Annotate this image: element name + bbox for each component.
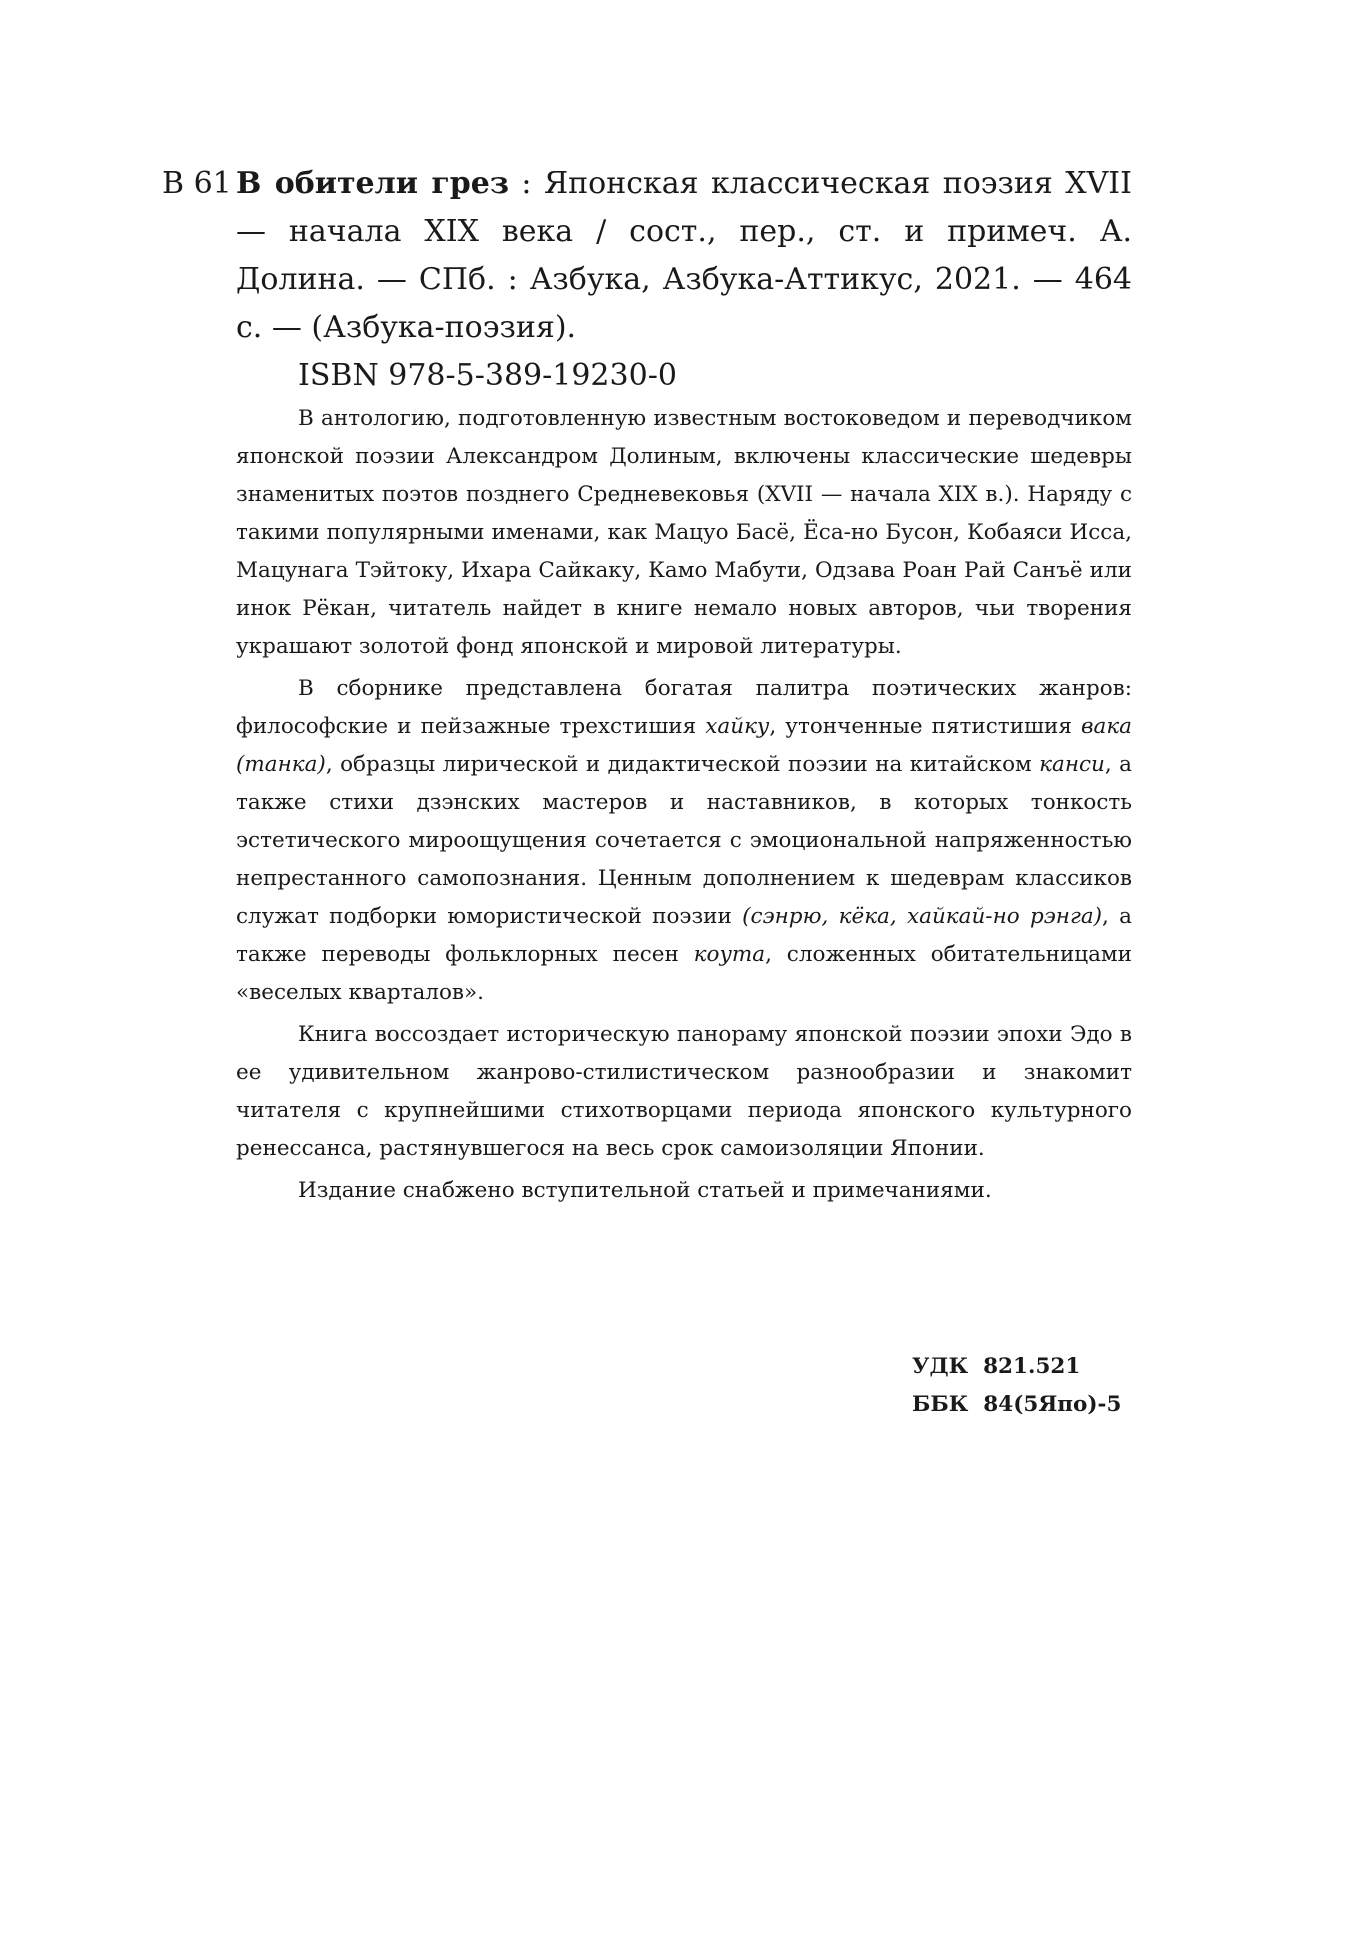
annotation-paragraph-2 (236, 670, 1132, 1012)
text-segment: , а также переводы фольклорных песен (236, 904, 1132, 967)
udk-code: УДК 821.521 (912, 1354, 1081, 1379)
text-segment: , утонченные пятистишия (769, 714, 1081, 739)
annotation-paragraph-1: В антологию, подготовленную известным востоковедом и переводчиком японской поэзии Александром Долиным, включены классические шедевры знаменитых поэтов позднего Средневековья (XVII — начала XIX в.). Наряду с такими популярными именами, как Мацуо Басё, Ёса-но Бусон, Кобаяси Исса, Мацунага Тэйтоку, Ихара Сайкаку, Камо Мабути, Одзава Роан Рай Санъё или инок Рёкан, читатель найдет в книге немало новых авторов, чьи творения украшают золотой фонд японской и мировой литературы. (236, 406, 1132, 659)
text-segment: , образцы лирической и дидактической поэзии на китайском (325, 752, 1040, 777)
bibliographic-description: : Японская классическая поэзия XVII — начала XIX века / сост., пер., ст. и примеч. А. Долина. — СПб. : Азбука, Азбука-Аттикус, 2021. — 464 с. — (Азбука-поэзия). (236, 166, 1132, 345)
library-code: В 61 (162, 166, 232, 201)
text-segment: , сложенных обитательницами «веселых кварталов». (236, 942, 1132, 1005)
genre-term: канси (1039, 752, 1105, 777)
text-segment: , а также стихи дзэнских мастеров и наставников, в которых тонкость эстетического мироощущения сочетается с эмоциональной напряженностью непрестанного самопознания. Ценным дополнением к шедеврам классиков служат подборки юмористической поэзии (236, 752, 1132, 929)
classification-codes (912, 1348, 1121, 1424)
genre-term: хайку (705, 714, 770, 739)
book-title: В обители грез (236, 166, 509, 201)
bbk-code: ББК 84(5Япо)-5 (912, 1392, 1122, 1417)
annotation-paragraph-4: Издание снабжено вступительной статьей и примечаниями. (298, 1178, 992, 1203)
bibliographic-entry (236, 160, 1132, 352)
genre-term: коута (693, 942, 766, 967)
text-segment: В сборнике представлена богатая палитра поэтических жанров: философские и пейзажные трехстишия (236, 676, 1132, 739)
annotation (236, 400, 1132, 1210)
isbn: ISBN 978-5-389-19230-0 (298, 358, 677, 393)
genre-term: вака (танка) (236, 714, 1132, 777)
genre-term: (сэнрю, кёка, хайкай-но рэнга) (742, 904, 1103, 929)
annotation-paragraph-3: Книга воссоздает историческую панораму японской поэзии эпохи Эдо в ее удивительном жанрово-стилистическом разнообразии и знакомит читателя с крупнейшими стихотворцами периода японского культурного ренессанса, растянувшегося на весь срок самоизоляции Японии. (236, 1022, 1132, 1161)
